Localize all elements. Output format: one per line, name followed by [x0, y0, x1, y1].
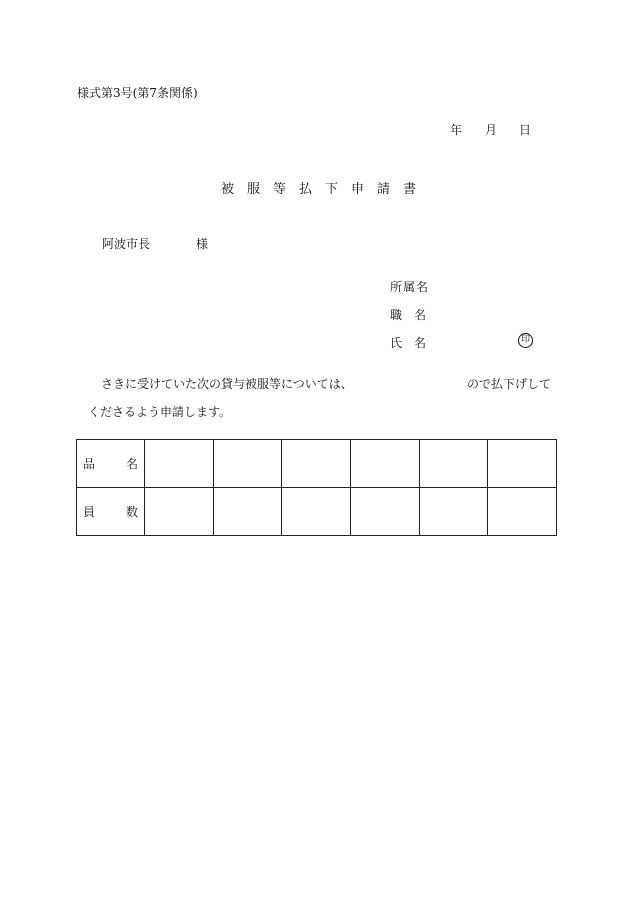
addressee-name: 阿波市長: [102, 237, 151, 251]
name-label: [390, 334, 426, 351]
item-name-header-char-2: 名: [125, 457, 138, 471]
date-year-label: 年: [450, 123, 463, 137]
post-label-char-2: 名: [414, 308, 427, 322]
post-label: [390, 306, 426, 323]
item-name-cell[interactable]: [145, 440, 214, 488]
table-row: [77, 440, 557, 488]
department-label: 所属名: [390, 280, 430, 294]
addressee-honorific: 様: [196, 237, 209, 251]
item-name-cell[interactable]: [350, 440, 419, 488]
document-title: 被服等払下申請書: [221, 182, 430, 197]
item-name-header-char-1: 品: [83, 457, 96, 471]
quantity-cell[interactable]: [145, 488, 214, 536]
quantity-header-char-1: 員: [83, 505, 96, 519]
body-text-line1-end: ので払下げして: [467, 377, 552, 391]
item-name-cell[interactable]: [488, 440, 557, 488]
quantity-header: [77, 488, 145, 536]
form-number: 様式第3号(第7条関係): [77, 86, 198, 100]
body-text-line1-start: さきに受けていた次の貸与被服等については、: [101, 377, 353, 391]
item-name-cell[interactable]: [419, 440, 488, 488]
name-label-char-2: 名: [414, 336, 427, 350]
quantity-cell[interactable]: [488, 488, 557, 536]
quantity-cell[interactable]: [282, 488, 351, 536]
name-label-char-1: 氏: [390, 336, 403, 350]
items-table: [76, 439, 557, 536]
item-name-cell[interactable]: [213, 440, 282, 488]
item-name-cell[interactable]: [282, 440, 351, 488]
table-row: [77, 488, 557, 536]
body-text-line2: くださるよう申請します。: [88, 405, 232, 419]
quantity-cell[interactable]: [419, 488, 488, 536]
date-month-label: 月: [485, 123, 498, 137]
quantity-cell[interactable]: [213, 488, 282, 536]
quantity-header-char-2: 数: [125, 505, 138, 519]
quantity-cell[interactable]: [350, 488, 419, 536]
seal-mark: 印: [518, 333, 533, 348]
date-day-label: 日: [519, 123, 532, 137]
item-name-header: [77, 440, 145, 488]
post-label-char-1: 職: [390, 308, 403, 322]
